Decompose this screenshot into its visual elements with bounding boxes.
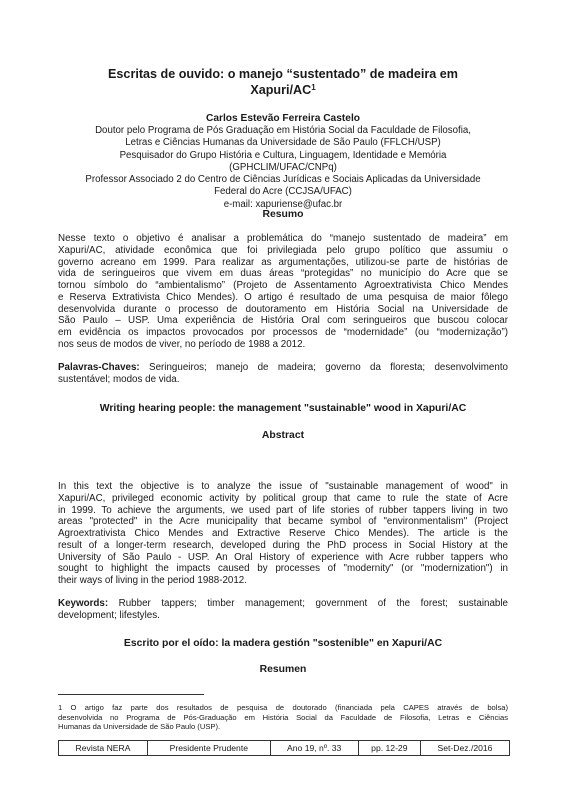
keywords-line [58, 598, 508, 610]
abstract-line: their ways of living in the period 1988-2012. [58, 575, 247, 586]
keywords-text: Seringueiros; manejo de madeira; governo da floresta; desenvolvimento [139, 362, 508, 373]
article-title-line: Xapuri/AC [250, 83, 312, 97]
resumo-line: governo acreano em 1999. Para realizar as argumentações, utilizou-se parte de histórias de [58, 256, 508, 268]
affiliation-line: (GPHCLIM/UFAC/CNPq) [229, 161, 337, 173]
footnote-divider [58, 694, 204, 695]
keywords-line: development; lifestyles. [58, 609, 160, 621]
abstract-line: areas "protected" in the Acre municipality that became symbol of "environmentalism" (Project [58, 516, 508, 528]
resumen-heading: Resumen [259, 664, 307, 675]
footnote [58, 703, 508, 732]
abstract-paragraph [58, 481, 508, 587]
resumo-line: desenvolvida durante o processo de doutoramento em História Social na Universidade de [58, 303, 508, 315]
english-title: Writing hearing people: the management "sustainable" wood in Xapuri/AC [99, 403, 467, 414]
keywords-text: Rubber tappers; timber management; government of the forest; sustainable [108, 598, 508, 609]
resumo-line: tornou símbolo do “ambientalismo” (Projeto de Assentamento Agroextrativista Chico Mendes [58, 280, 508, 291]
abstract-line: in 1999. To achieve the arguments, we used part of life stories of rubber tappers living in two [58, 504, 508, 516]
resumo-line: São Paulo – USP. Uma experiência de História Oral com seringueiros que buscou colocar [58, 315, 508, 327]
affiliation-line: Federal do Acre (CCJSA/UFAC) [214, 186, 352, 198]
keywords-line [58, 362, 508, 374]
journal-issue: Ano 19, nº. 33 [270, 741, 358, 756]
resumo-line: vida de seringueiros que vivem em duas áreas “protegidas” no município do Acre que se [58, 268, 508, 280]
author-affiliations [50, 125, 516, 211]
abstract-line: sought to highlight the impacts caused by processes of "modernity" (or "modernization") in [58, 563, 508, 575]
affiliation-line: Doutor pelo Programa de Pós Graduação em História Social da Faculdade de Filosofia, [95, 125, 471, 136]
footnote-line: 1 O artigo faz parte dos resultados de pesquisa de doutorado (financiada pela CAPES através de bolsa) [58, 703, 508, 712]
palavras-chaves [58, 362, 508, 386]
article-title-line [60, 82, 506, 98]
resumo-heading: Resumo [262, 209, 304, 220]
english-keywords [58, 598, 508, 622]
journal-footer-table [58, 740, 510, 756]
abstract-line: In this text the objective is to analyze the issue of "sustainable management of wood" in [58, 481, 508, 492]
resumo-line: Xapuri/AC, atividade econômica que foi privilegiada pelo grupo político que assumiu o [58, 244, 508, 256]
abstract-line: Agroextrativista Chico Mendes and Extractive Reserve Chico Mendes). The article is the [58, 528, 508, 539]
keywords-label: Palavras-Chaves: [58, 362, 140, 373]
affiliation-line: Letras e Ciências Humanas da Universidade de São Paulo (FFLCH/USP) [125, 137, 441, 149]
resumo-line: e Reserva Extrativista Chico Mendes). O artigo é resultado de uma pesquisa de maior fôlego [58, 291, 508, 303]
resumo-paragraph [58, 233, 508, 351]
journal-pages: pp. 12-29 [358, 741, 420, 756]
spanish-title: Escrito por el oído: la madera gestión "sostenible" en Xapuri/AC [123, 638, 443, 649]
journal-footer-row [59, 741, 510, 756]
author-name: Carlos Estevão Ferreira Castelo [205, 113, 361, 124]
abstract-line: University of São Paulo - USP. An Oral History of experience with Acre rubber tappers who [58, 551, 508, 563]
abstract-line: Xapuri/AC, privileged economic activity by political group that came to rule the state of Acre [58, 492, 508, 504]
article-title-line: Escritas de ouvido: o manejo “sustentado” de madeira em [108, 67, 458, 81]
article-title [60, 66, 506, 98]
keywords-line: sustentável; modos de vida. [58, 373, 180, 385]
journal-city: Presidente Prudente [147, 741, 270, 756]
affiliation-line: Professor Associado 2 do Centro de Ciências Jurídicas e Sociais Aplicadas da Universidade [85, 174, 481, 186]
affiliation-line: Pesquisador do Grupo História e Cultura, Linguagem, Identidade e Memória [119, 149, 447, 161]
journal-name: Revista NERA [59, 741, 148, 756]
author-email[interactable]: e-mail: xapuriense@ufac.br [223, 198, 343, 210]
resumo-line: nos seus de modos de viver, no período de 1988 a 2012. [58, 338, 306, 350]
keywords-label: Keywords: [58, 598, 109, 609]
footnote-marker[interactable]: 1 [311, 83, 316, 92]
abstract-line: result of a longer-term research, developed during the PhD process in Social History at the [58, 539, 508, 551]
resumo-line: em evidência os impactos provocados por processos de “modernidade” (ou “modernização”) [58, 327, 508, 338]
resumo-line: Nesse texto o objetivo é analisar a problemática do “manejo sustentado de madeira” em [58, 233, 508, 244]
footnote-line: Humanas da Universidade de São Paulo (USP). [58, 722, 221, 732]
journal-date: Set-Dez./2016 [420, 741, 509, 756]
abstract-heading: Abstract [261, 430, 305, 441]
footnote-line: desenvolvida no Programa de Pós-Graduação em História Social da Faculdade de Filosofia, Letras e Ciências [58, 712, 508, 722]
